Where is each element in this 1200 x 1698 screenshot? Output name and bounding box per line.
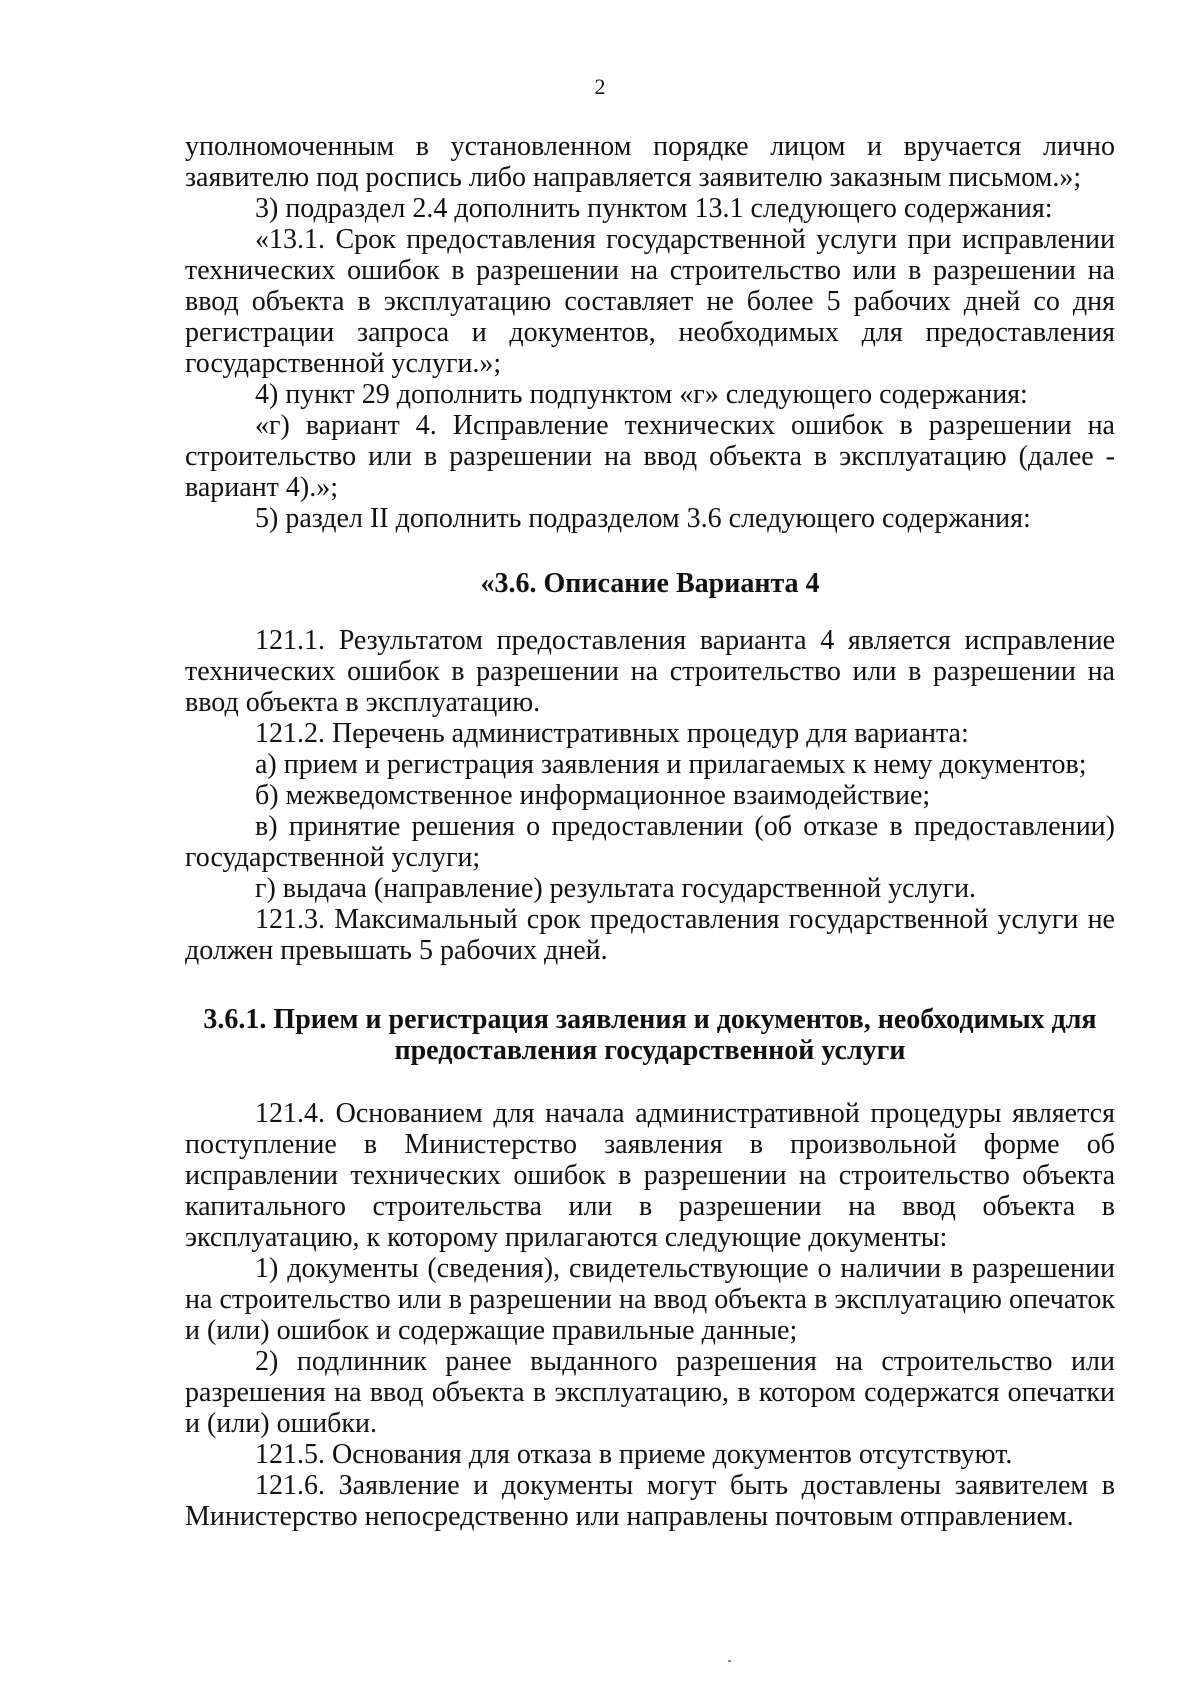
paragraph: 5) раздел II дополнить подразделом 3.6 следующего содержания: [255,503,1031,534]
paragraph: 121.4. Основанием для начала административной процедуры является поступление в Министерство заявления в произвольной форме об исправлении технических ошибок в разрешении на строительство объекта капитального строительства или в разрешении на ввод объекта в эксплуатацию, к которому прилагаются следующие документы: [185,1098,1115,1253]
page-number: 2 [594,74,606,99]
section-heading: «3.6. Описание Варианта 4 [480,568,820,599]
paragraph: 121.3. Максимальный срок предоставления государственной услуги не должен превышать 5 рабочих дней. [185,904,1115,966]
list-item: а) прием и регистрация заявления и прилагаемых к нему документов; [255,749,1087,780]
list-item: 2) подлинник ранее выданного разрешения на строительство или разрешения на ввод объекта в эксплуатацию, в котором содержатся опечатки и (или) ошибки. [185,1346,1115,1439]
paragraph: «13.1. Срок предоставления государственной услуги при исправлении технических ошибок в разрешении на строительство или в разрешении на ввод объекта в эксплуатацию составляет не более 5 рабочих дней со дня регистрации запроса и документов, необходимых для предоставления государственной услуги.»; [185,224,1115,379]
list-item: в) принятие решения о предоставлении (об отказе в предоставлении) государственной услуги; [185,811,1115,873]
list-item: г) выдача (направление) результата государственной услуги. [255,873,977,904]
paragraph: 3) подраздел 2.4 дополнить пунктом 13.1 следующего содержания: [255,193,1053,224]
paragraph: 121.5. Основания для отказа в приеме документов отсутствуют. [255,1439,1013,1470]
paragraph: 121.2. Перечень административных процедур для варианта: [255,718,969,749]
paragraph: 121.6. Заявление и документы могут быть доставлены заявителем в Министерство непосредственно или направлены почтовым отправлением. [185,1470,1115,1532]
list-item: 1) документы (сведения), свидетельствующие о наличии в разрешении на строительство или в разрешении на ввод объекта в эксплуатацию опечаток и (или) ошибок и содержащие правильные данные; [185,1253,1115,1346]
paragraph: уполномоченным в установленном порядке лицом и вручается лично заявителю под роспись либо направляется заявителю заказным письмом.»; [185,131,1115,193]
paragraph: 121.1. Результатом предоставления варианта 4 является исправление технических ошибок в разрешении на строительство или в разрешении на ввод объекта в эксплуатацию. [185,625,1115,718]
paragraph: «г) вариант 4. Исправление технических ошибок в разрешении на строительство или в разрешении на ввод объекта в эксплуатацию (далее - вариант 4).»; [185,410,1115,503]
scan-speck [728,1660,731,1662]
list-item: б) межведомственное информационное взаимодействие; [255,780,931,811]
document-body [185,131,1115,1532]
subsection-heading: 3.6.1. Прием и регистрация заявления и документов, необходимых для предоставления государственной услуги [203,1004,1097,1066]
paragraph: 4) пункт 29 дополнить подпунктом «г» следующего содержания: [255,379,1028,410]
